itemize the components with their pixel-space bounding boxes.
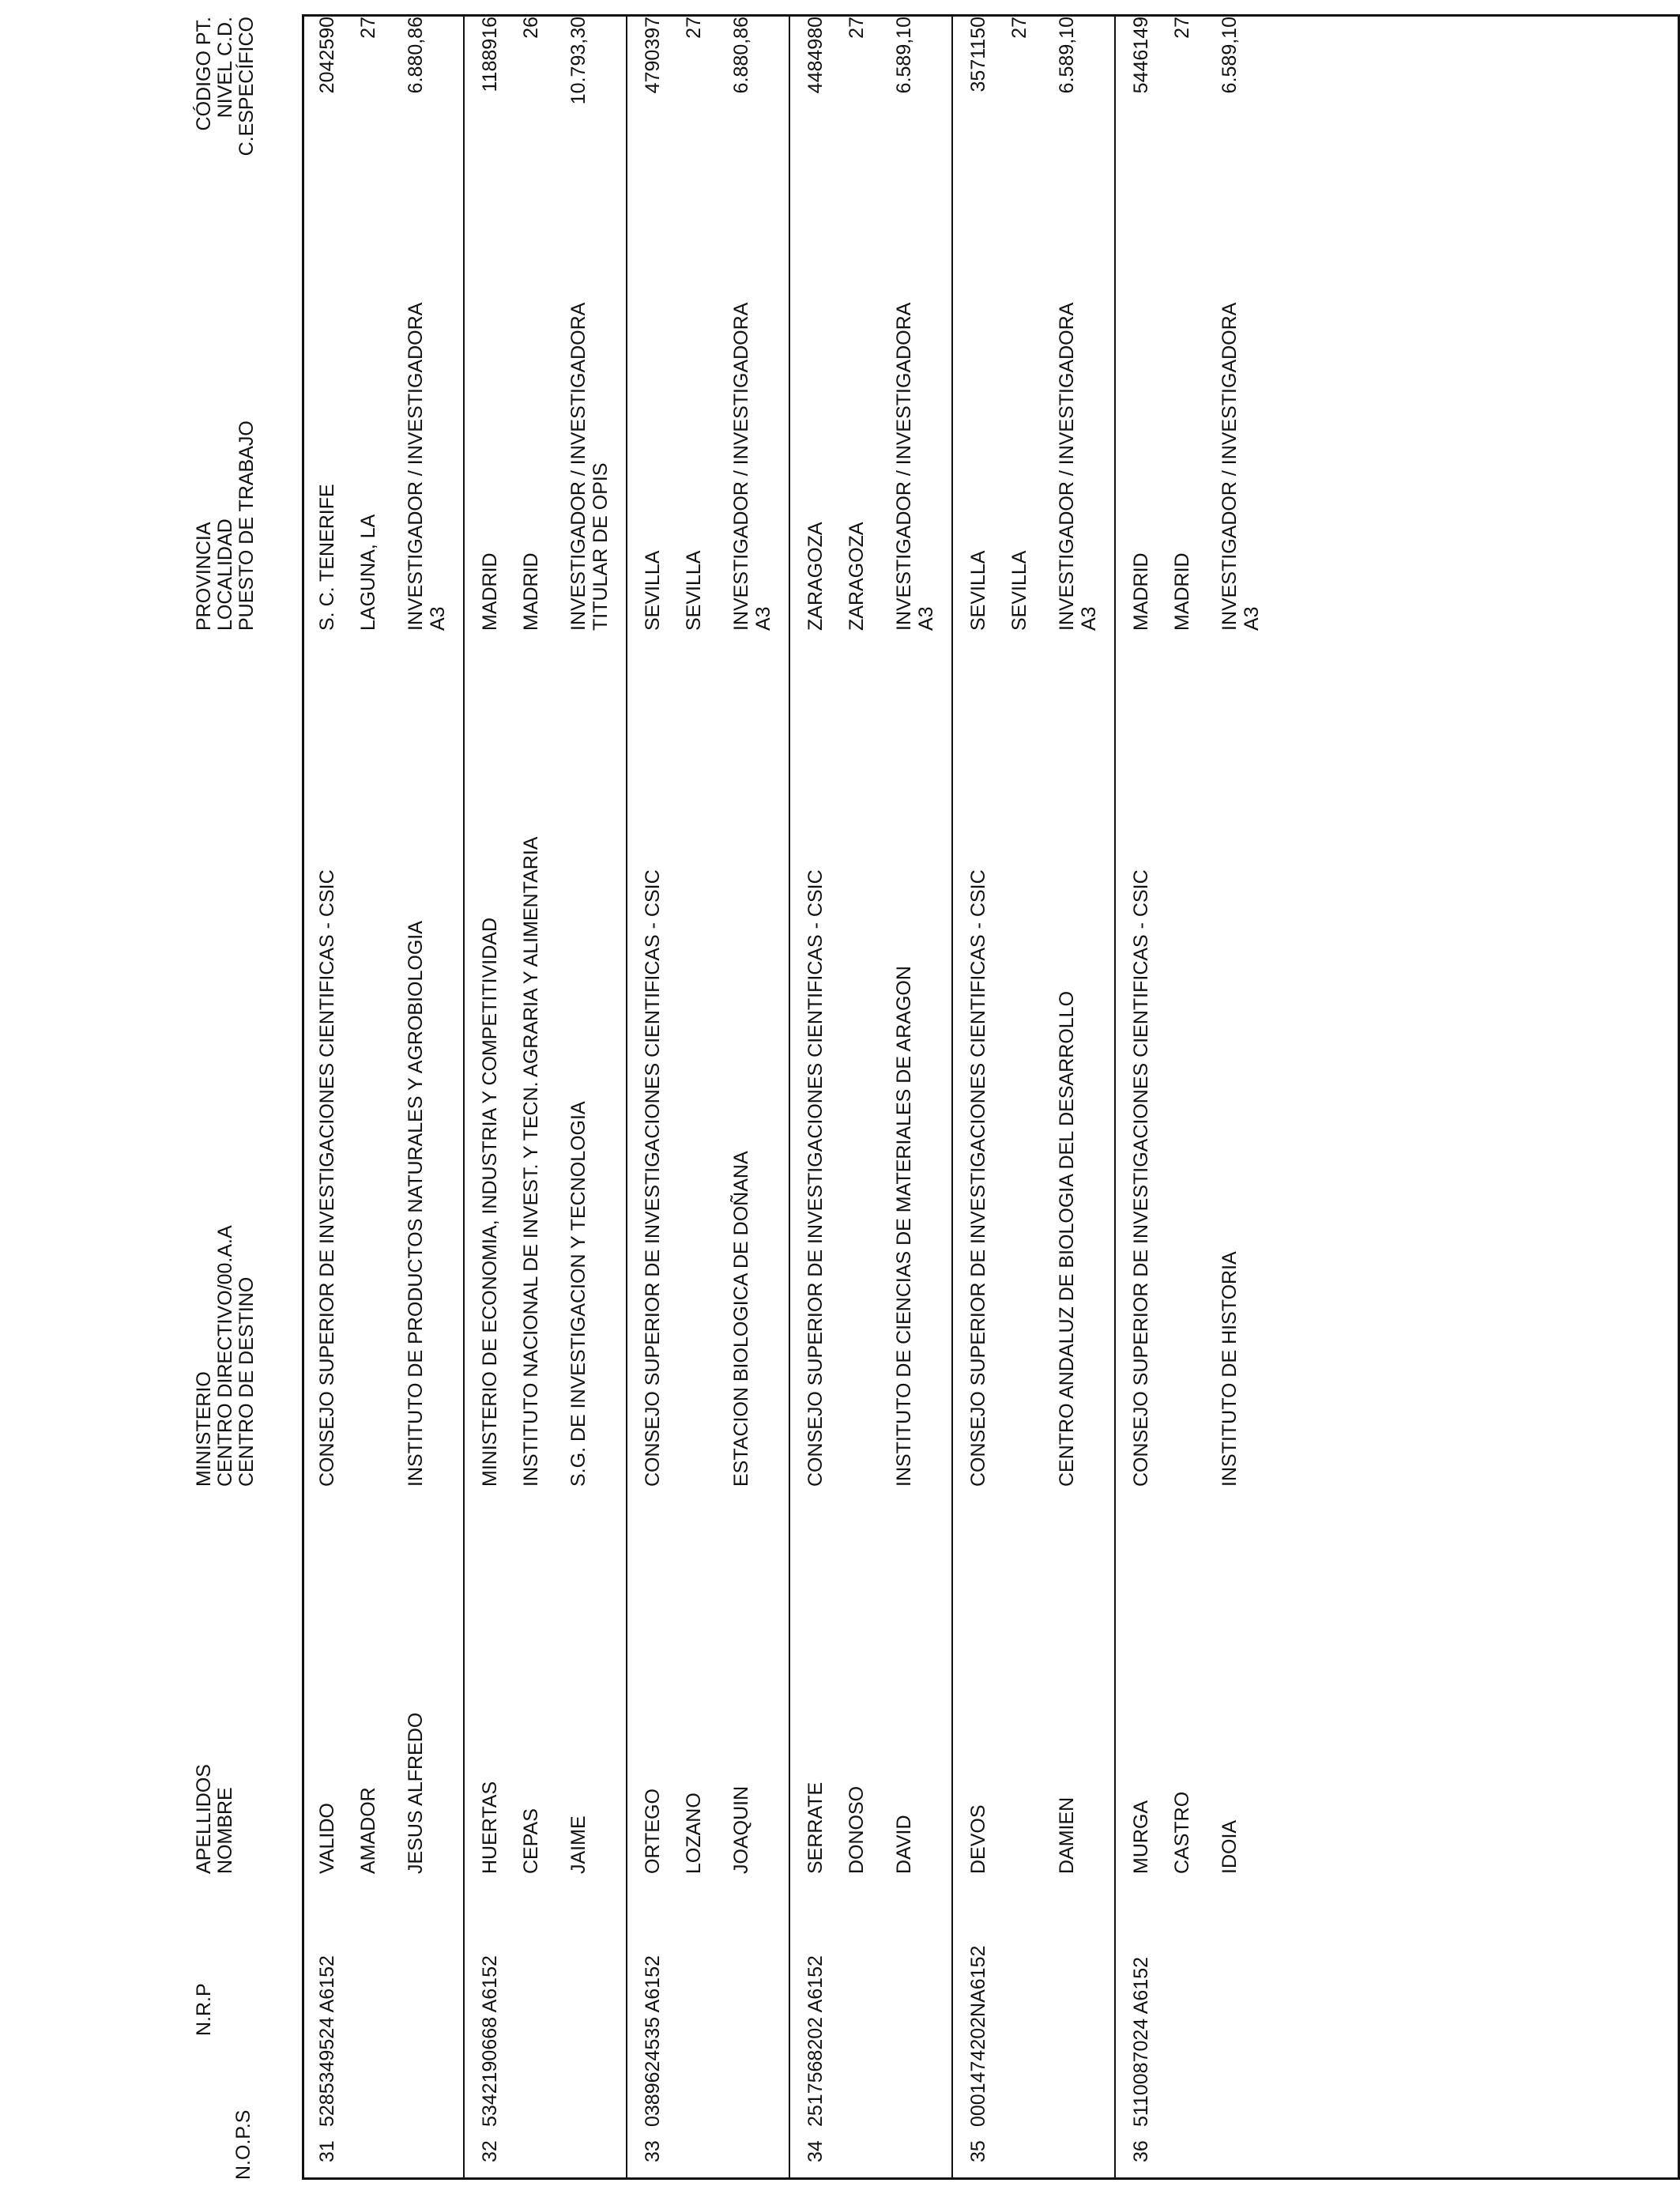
header-centro-destino: CENTRO DE DESTINO [235, 1276, 258, 1487]
localidad-cell: SEVILLA [1008, 550, 1030, 631]
puesto-cell: INVESTIGADOR / INVESTIGADORA [1219, 302, 1241, 631]
apellido1-cell: VALIDO [316, 1803, 338, 1874]
nops-cell: 35 [967, 2140, 989, 2162]
header-nrp: N.R.P [193, 1983, 215, 2036]
row-divider [1114, 14, 1116, 2180]
apellido1-cell: ORTEGO [642, 1789, 664, 1874]
centro-destino-cell: INSTITUTO DE PRODUCTOS NATURALES Y AGROBIOLOGIA [405, 921, 427, 1487]
nombre-cell: JESUS ALFREDO [405, 1712, 427, 1874]
nops-cell: 33 [642, 2140, 664, 2162]
row-divider [626, 14, 627, 2180]
apellido1-cell: HUERTAS [479, 1781, 501, 1874]
nops-cell: 34 [804, 2140, 827, 2162]
provincia-cell: S. C. TENERIFE [316, 484, 338, 631]
provincia-cell: SEVILLA [642, 550, 664, 631]
nivel-cell: 26 [520, 17, 542, 39]
ministerio-cell: CONSEJO SUPERIOR DE INVESTIGACIONES CIENTIFICAS - CSIC [316, 869, 338, 1487]
nombre-cell: DAMIEN [1056, 1796, 1078, 1874]
provincia-cell: MADRID [479, 552, 501, 631]
localidad-cell: MADRID [520, 552, 542, 631]
apellido2-cell: LOZANO [683, 1793, 705, 1874]
row-divider [789, 14, 790, 2180]
nrp-cell: 2517568202 A6152 [804, 1955, 827, 2127]
ministerio-cell: CONSEJO SUPERIOR DE INVESTIGACIONES CIENTIFICAS - CSIC [1130, 869, 1152, 1487]
puesto-cell: INVESTIGADOR / INVESTIGADORA [405, 302, 427, 631]
header-codigo: CÓDIGO PT. [193, 17, 215, 131]
header-localidad: LOCALIDAD [214, 518, 236, 631]
localidad-cell: MADRID [1171, 552, 1193, 631]
centro-destino-cell: INSTITUTO DE CIENCIAS DE MATERIALES DE ARAGON [893, 966, 915, 1487]
puesto-cell-line2: TITULAR DE OPIS [590, 462, 612, 631]
nivel-cell: 27 [357, 17, 379, 39]
especifico-cell: 6.880,86 [730, 17, 752, 94]
apellido1-cell: SERRATE [804, 1781, 827, 1874]
table-frame [302, 14, 1680, 2180]
puesto-cell-line2: A3 [1078, 606, 1100, 631]
nrp-cell: 0389624535 A6152 [642, 1955, 664, 2127]
nivel-cell: 27 [1008, 17, 1030, 39]
row-divider [951, 14, 953, 2180]
nrp-cell: 5110087024 A6152 [1130, 1956, 1152, 2127]
header-provincia: PROVINCIA [193, 522, 215, 631]
apellido2-cell: AMADOR [357, 1787, 379, 1874]
puesto-cell: INVESTIGADOR / INVESTIGADORA [893, 302, 915, 631]
nombre-cell: DAVID [893, 1815, 915, 1874]
centro-destino-cell: ESTACION BIOLOGICA DE DOÑANA [730, 1151, 752, 1487]
centro-destino-cell: S.G. DE INVESTIGACION Y TECNOLOGIA [567, 1101, 590, 1487]
nivel-cell: 27 [683, 17, 705, 39]
puesto-cell: INVESTIGADOR / INVESTIGADORA [730, 302, 752, 631]
puesto-cell-line2: A3 [1241, 606, 1263, 631]
nrp-cell: 0001474202NA6152 [967, 1945, 989, 2127]
especifico-cell: 6.589,10 [893, 17, 915, 94]
header-nombre: NOMBRE [214, 1787, 236, 1874]
puesto-cell: INVESTIGADOR / INVESTIGADORA [567, 302, 590, 631]
header-especifico: C.ESPECÍFICO [235, 17, 258, 156]
codigo-cell: 3571150 [967, 17, 989, 92]
nivel-cell: 27 [846, 17, 868, 39]
ministerio-cell: CONSEJO SUPERIOR DE INVESTIGACIONES CIENTIFICAS - CSIC [642, 869, 664, 1487]
nops-cell: 36 [1130, 2140, 1152, 2162]
centro-destino-cell: INSTITUTO DE HISTORIA [1219, 1251, 1241, 1487]
apellido2-cell: CASTRO [1171, 1791, 1193, 1874]
ministerio-cell: CONSEJO SUPERIOR DE INVESTIGACIONES CIENTIFICAS - CSIC [967, 869, 989, 1487]
nivel-cell: 27 [1171, 17, 1193, 39]
puesto-cell-line2: A3 [752, 606, 774, 631]
apellido1-cell: DEVOS [967, 1804, 989, 1874]
ministerio-cell: CONSEJO SUPERIOR DE INVESTIGACIONES CIENTIFICAS - CSIC [804, 869, 827, 1487]
nrp-cell: 5342190668 A6152 [479, 1955, 501, 2127]
header-centro-directivo: CENTRO DIRECTIVO/00.A.A [214, 1225, 236, 1487]
codigo-cell: 4790397 [642, 17, 664, 94]
nombre-cell: IDOIA [1219, 1819, 1241, 1874]
header-puesto: PUESTO DE TRABAJO [235, 420, 258, 631]
header-nops: N.O.P.S [232, 2109, 254, 2180]
apellido1-cell: MURGA [1130, 1800, 1152, 1874]
nrp-cell: 5285349524 A6152 [316, 1955, 338, 2127]
provincia-cell: SEVILLA [967, 550, 989, 631]
nops-cell: 32 [479, 2140, 501, 2162]
codigo-cell: 5446149 [1130, 17, 1152, 94]
especifico-cell: 6.880,86 [405, 17, 427, 94]
row-divider [463, 14, 465, 2180]
especifico-cell: 10.793,30 [567, 17, 590, 105]
apellido2-cell: CEPAS [520, 1808, 542, 1874]
codigo-cell: 4484980 [804, 17, 827, 94]
ministerio-cell: MINISTERIO DE ECONOMIA, INDUSTRIA Y COMPETITIVIDAD [479, 918, 501, 1487]
especifico-cell: 6.589,10 [1056, 17, 1078, 94]
centro-destino-cell: CENTRO ANDALUZ DE BIOLOGIA DEL DESARROLLO [1056, 990, 1078, 1487]
puesto-cell-line2: A3 [915, 606, 937, 631]
header-nivel: NIVEL C.D. [214, 17, 236, 119]
apellido2-cell: DONOSO [846, 1785, 868, 1874]
localidad-cell: LAGUNA, LA [357, 514, 379, 631]
codigo-cell: 2042590 [316, 17, 338, 94]
nombre-cell: JOAQUIN [730, 1785, 752, 1874]
provincia-cell: ZARAGOZA [804, 522, 827, 631]
especifico-cell: 6.589,10 [1219, 17, 1241, 94]
nombre-cell: JAIME [567, 1815, 590, 1874]
codigo-cell: 1188916 [479, 17, 501, 92]
provincia-cell: MADRID [1130, 552, 1152, 631]
header-apellidos: APELLIDOS [193, 1764, 215, 1874]
header-ministerio: MINISTERIO [193, 1371, 215, 1487]
centro-directivo-cell: INSTITUTO NACIONAL DE INVEST. Y TECN. AGRARIA Y ALIMENTARIA [520, 836, 542, 1487]
nops-cell: 31 [316, 2140, 338, 2162]
puesto-cell-line2: A3 [427, 606, 449, 631]
localidad-cell: ZARAGOZA [846, 522, 868, 631]
puesto-cell: INVESTIGADOR / INVESTIGADORA [1056, 302, 1078, 631]
localidad-cell: SEVILLA [683, 550, 705, 631]
